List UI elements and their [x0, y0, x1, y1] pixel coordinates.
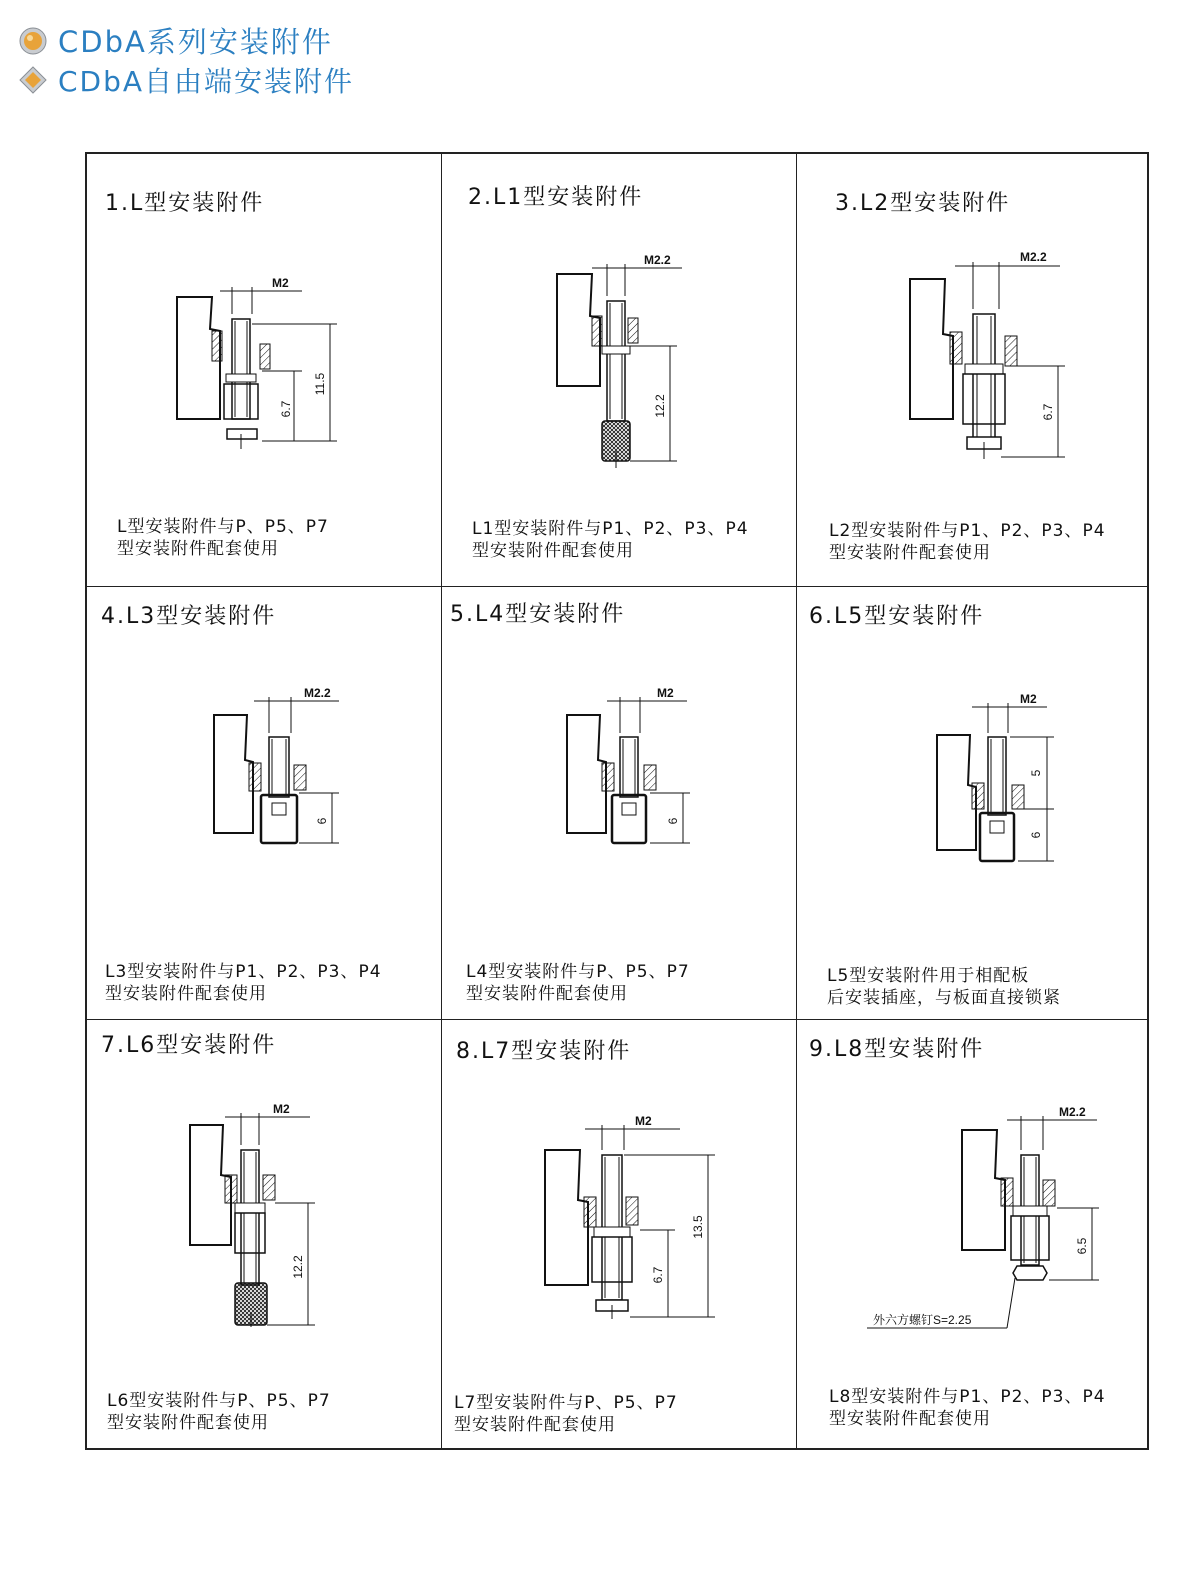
item-description	[829, 1386, 1106, 1430]
l-accessory-drawing	[172, 269, 372, 454]
desc-line-1: L3型安装附件与P1、P2、P3、P4	[105, 962, 382, 982]
dim-label: 6.7	[651, 1266, 665, 1284]
item-cell-3	[797, 154, 1147, 587]
item-title: 6.L5型安装附件	[809, 604, 985, 629]
thread-label: M2.2	[1020, 250, 1047, 264]
desc-line-1: L5型安装附件用于相配板	[827, 966, 1030, 986]
dim-label: 6.7	[279, 400, 293, 418]
item-description	[454, 1392, 678, 1436]
accessory-grid	[85, 152, 1149, 1450]
thread-label: M2	[657, 686, 674, 700]
item-description	[107, 1390, 331, 1434]
desc-line-1: L7型安装附件与P、P5、P7	[454, 1393, 678, 1413]
dim-label: 6.7	[1041, 403, 1055, 421]
header-title-1: CDbA系列安装附件	[58, 25, 333, 59]
thread-label: M2.2	[1059, 1105, 1086, 1119]
desc-line-1: L型安装附件与P、P5、P7	[117, 517, 329, 537]
desc-line-2: 型安装附件配套使用	[466, 984, 628, 1004]
desc-line-2: 型安装附件配套使用	[105, 984, 267, 1004]
item-title: 5.L4型安装附件	[450, 602, 626, 627]
item-description	[466, 961, 690, 1005]
item-description	[829, 520, 1106, 564]
item-description	[105, 961, 382, 1005]
dim-label: 6	[315, 817, 329, 825]
desc-line-1: L6型安装附件与P、P5、P7	[107, 1391, 331, 1411]
desc-line-2: 型安装附件配套使用	[472, 541, 634, 561]
l1-accessory-drawing	[552, 246, 752, 476]
item-title: 8.L7型安装附件	[456, 1039, 632, 1064]
desc-line-2: 后安装插座，与板面直接锁紧	[827, 988, 1061, 1008]
thread-label: M2.2	[644, 253, 671, 267]
l4-accessory-drawing	[562, 685, 762, 855]
thread-label: M2.2	[304, 686, 331, 700]
item-cell-6	[797, 587, 1147, 1020]
item-cell-8	[442, 1020, 797, 1448]
thread-label: M2	[635, 1114, 652, 1128]
desc-line-2: 型安装附件配套使用	[829, 543, 991, 563]
header-title-2: CDbA自由端安装附件	[58, 65, 355, 98]
item-title: 4.L3型安装附件	[101, 604, 277, 629]
l6-accessory-drawing	[185, 1095, 405, 1325]
dim-label: 5	[1029, 769, 1043, 777]
desc-line-1: L1型安装附件与P1、P2、P3、P4	[472, 519, 749, 539]
desc-line-1: L2型安装附件与P1、P2、P3、P4	[829, 521, 1106, 541]
dim-label: 11.5	[313, 372, 327, 396]
item-description	[827, 965, 1061, 1009]
item-cell-7	[87, 1020, 442, 1448]
desc-line-1: L8型安装附件与P1、P2、P3、P4	[829, 1387, 1106, 1407]
l8-accessory-drawing	[867, 1100, 1127, 1340]
item-title: 2.L1型安装附件	[468, 185, 644, 210]
thread-label: M2	[1020, 692, 1037, 706]
dim-label: 12.2	[291, 1255, 305, 1279]
item-title: 7.L6型安装附件	[101, 1033, 277, 1058]
header-line-1	[18, 20, 333, 61]
item-description	[472, 518, 749, 562]
thread-label: M2	[273, 1102, 290, 1116]
hex-screw-note: 外六方螺钉S=2.25	[873, 1313, 972, 1327]
item-title: 3.L2型安装附件	[835, 191, 1011, 216]
circle-bullet-icon	[18, 26, 48, 56]
l3-accessory-drawing	[209, 685, 409, 855]
item-cell-1	[87, 154, 442, 587]
desc-line-1: L4型安装附件与P、P5、P7	[466, 962, 690, 982]
dim-label: 6.5	[1075, 1237, 1089, 1255]
desc-line-2: 型安装附件配套使用	[117, 539, 279, 559]
dim-label: 13.5	[691, 1215, 705, 1239]
dim-label: 6	[1029, 831, 1043, 839]
item-cell-4	[87, 587, 442, 1020]
item-title: 1.L型安装附件	[105, 191, 265, 216]
item-description	[117, 516, 329, 560]
dim-label: 6	[666, 817, 680, 825]
item-title: 9.L8型安装附件	[809, 1037, 985, 1062]
desc-line-2: 型安装附件配套使用	[829, 1409, 991, 1429]
dim-label: 12.2	[653, 394, 667, 418]
desc-line-2: 型安装附件配套使用	[454, 1415, 616, 1435]
item-cell-2	[442, 154, 797, 587]
diamond-bullet-icon	[18, 65, 48, 95]
l5-accessory-drawing	[932, 692, 1132, 875]
item-cell-9	[797, 1020, 1147, 1448]
l2-accessory-drawing	[905, 244, 1105, 469]
header-line-2	[18, 60, 354, 100]
item-cell-5	[442, 587, 797, 1020]
desc-line-2: 型安装附件配套使用	[107, 1413, 269, 1433]
thread-label: M2	[272, 276, 289, 290]
l7-accessory-drawing	[540, 1105, 760, 1320]
